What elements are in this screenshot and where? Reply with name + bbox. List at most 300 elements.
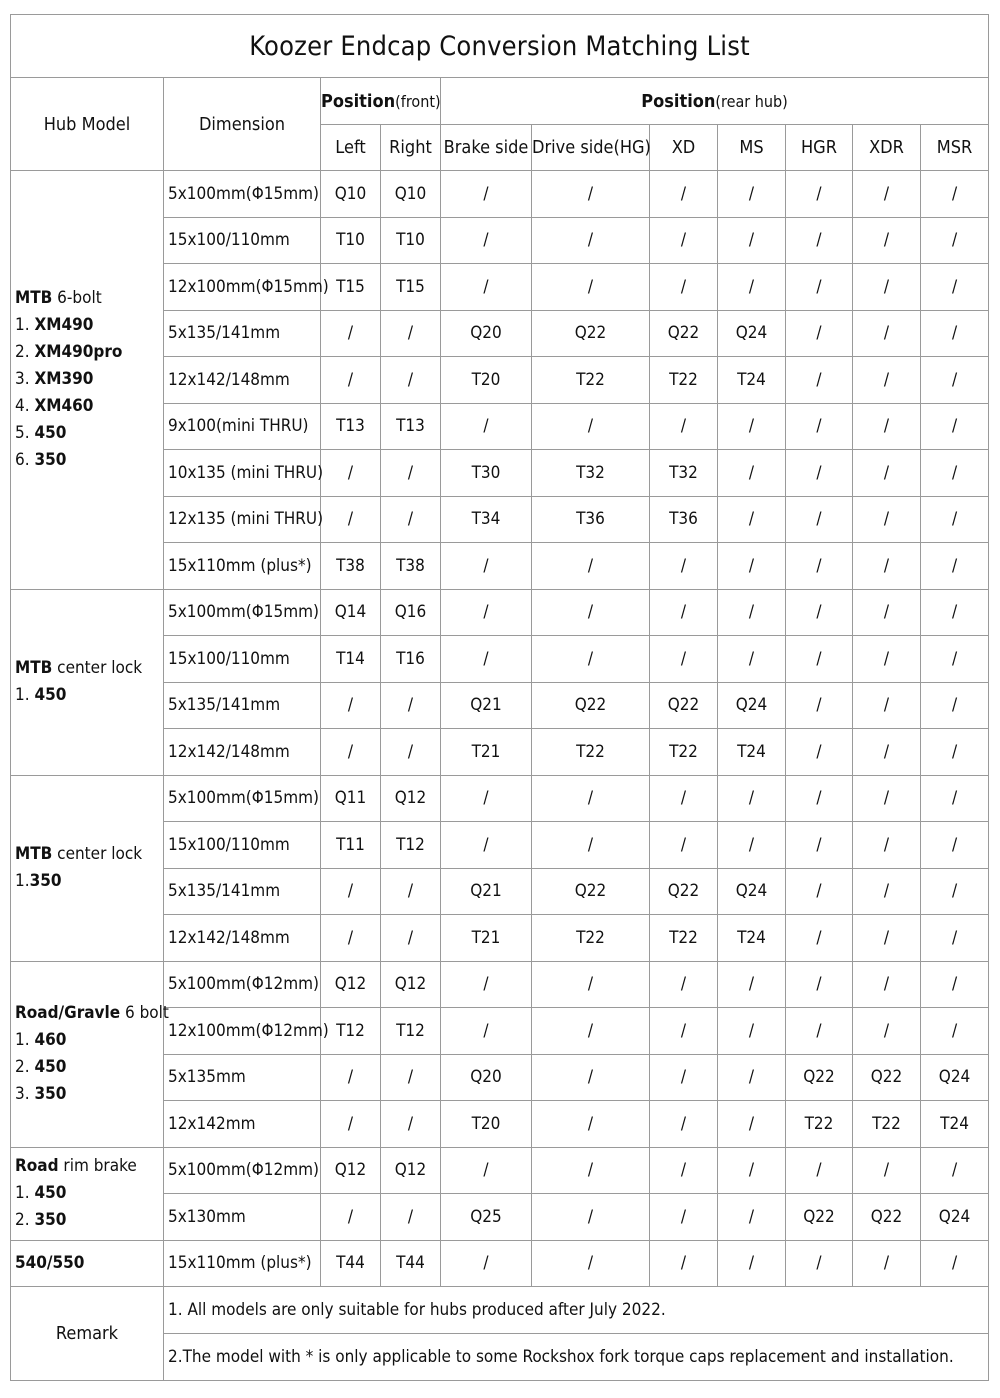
endcap-code-cell: T44 — [381, 1240, 441, 1287]
endcap-code-cell: Q22 — [532, 310, 650, 357]
dimension-cell: 5x135mm — [164, 1054, 321, 1101]
dimension-cell: 15x110mm (plus*) — [164, 1240, 321, 1287]
endcap-code-cell: T22 — [853, 1101, 921, 1148]
endcap-code-cell: / — [532, 543, 650, 590]
endcap-code-cell: / — [921, 729, 989, 776]
endcap-code-cell: / — [921, 171, 989, 218]
endcap-code-cell: / — [650, 1008, 718, 1055]
hub-model-item — [15, 1081, 163, 1108]
endcap-code-cell: / — [853, 264, 921, 311]
endcap-code-cell: Q24 — [921, 1054, 989, 1101]
endcap-code-cell: / — [718, 1008, 786, 1055]
hub-model-item-name: 450 — [34, 1057, 67, 1077]
remark-label: Remark — [11, 1287, 164, 1381]
hub-model-item-name: 450 — [34, 1183, 67, 1203]
endcap-code-cell: T22 — [650, 729, 718, 776]
endcap-code-cell: T14 — [321, 636, 381, 683]
hub-model-item-name: XM490 — [34, 315, 94, 336]
endcap-code-cell: T15 — [321, 264, 381, 311]
dimension-cell: 15x100/110mm — [164, 217, 321, 264]
endcap-code-cell: T12 — [381, 822, 441, 869]
hub-model-item-name: 350 — [34, 450, 67, 471]
hub-model-item — [15, 1027, 163, 1054]
endcap-code-cell: / — [786, 1147, 853, 1194]
hub-model-heading — [15, 1000, 169, 1027]
endcap-code-cell: / — [921, 589, 989, 636]
endcap-code-cell: T12 — [381, 1008, 441, 1055]
dimension-cell: 12x142/148mm — [164, 357, 321, 404]
endcap-code-cell: / — [786, 822, 853, 869]
column-header: Right — [381, 125, 441, 171]
endcap-code-cell: Q12 — [381, 1147, 441, 1194]
endcap-code-cell: Q12 — [321, 961, 381, 1008]
dimension-cell: 5x135/141mm — [164, 310, 321, 357]
hub-model-item — [15, 1180, 163, 1207]
endcap-code-cell: / — [321, 915, 381, 962]
endcap-code-cell: / — [321, 310, 381, 357]
hub-model-item-name: 450 — [34, 685, 67, 705]
endcap-code-cell: / — [532, 171, 650, 218]
column-header: Drive side(HG) — [532, 125, 650, 171]
endcap-code-cell: / — [786, 1008, 853, 1055]
endcap-code-cell: / — [650, 589, 718, 636]
hub-model-subtype: center lock — [52, 658, 143, 678]
endcap-code-cell: / — [921, 961, 989, 1008]
endcap-code-cell: T21 — [441, 915, 532, 962]
hub-model-item-number: 6. — [15, 450, 35, 471]
table-row — [11, 589, 989, 636]
endcap-code-cell: Q10 — [381, 171, 441, 218]
endcap-code-cell: / — [786, 217, 853, 264]
hub-model-type: MTB — [15, 844, 53, 864]
dimension-cell: 15x100/110mm — [164, 822, 321, 869]
endcap-code-cell: / — [532, 822, 650, 869]
endcap-code-cell: T12 — [321, 1008, 381, 1055]
endcap-code-cell: / — [786, 682, 853, 729]
endcap-code-cell: / — [532, 1147, 650, 1194]
endcap-code-cell: / — [650, 961, 718, 1008]
hub-model-item-name: XM490pro — [34, 342, 123, 363]
endcap-code-cell: Q22 — [786, 1194, 853, 1241]
hub-model-item-name: 460 — [34, 1030, 67, 1050]
endcap-code-cell: / — [321, 1054, 381, 1101]
hub-model-item — [15, 1207, 163, 1234]
endcap-code-cell: / — [853, 822, 921, 869]
hub-model-item-number: 1. — [15, 315, 35, 336]
hub-model-heading — [15, 841, 163, 868]
table-row — [11, 171, 989, 218]
endcap-code-cell: / — [650, 171, 718, 218]
table-title: Koozer Endcap Conversion Matching List — [11, 15, 989, 78]
endcap-code-cell: Q24 — [718, 868, 786, 915]
endcap-code-cell: / — [321, 450, 381, 497]
endcap-code-cell: / — [853, 589, 921, 636]
endcap-code-cell: / — [718, 1101, 786, 1148]
column-header: Left — [321, 125, 381, 171]
endcap-code-cell: / — [381, 357, 441, 404]
endcap-code-cell: / — [921, 450, 989, 497]
hub-model-item-number: 4. — [15, 396, 35, 417]
endcap-code-cell: / — [853, 1240, 921, 1287]
endcap-code-cell: Q12 — [381, 775, 441, 822]
endcap-code-cell: / — [718, 589, 786, 636]
endcap-code-cell: Q25 — [441, 1194, 532, 1241]
endcap-code-cell: / — [321, 1101, 381, 1148]
endcap-code-cell: Q10 — [321, 171, 381, 218]
endcap-code-cell: / — [532, 1101, 650, 1148]
endcap-code-cell: / — [853, 403, 921, 450]
endcap-code-cell: / — [853, 915, 921, 962]
endcap-code-cell: / — [532, 1240, 650, 1287]
endcap-code-cell: T10 — [381, 217, 441, 264]
hub-model-item-number: 1. — [15, 685, 35, 705]
endcap-code-cell: / — [650, 264, 718, 311]
endcap-code-cell: / — [853, 217, 921, 264]
dimension-cell: 12x142mm — [164, 1101, 321, 1148]
endcap-code-cell: / — [441, 171, 532, 218]
hub-model-type: 540/550 — [15, 1252, 85, 1273]
endcap-code-cell: Q16 — [381, 589, 441, 636]
endcap-code-cell: / — [786, 310, 853, 357]
endcap-code-cell: / — [381, 1054, 441, 1101]
endcap-code-cell: / — [853, 171, 921, 218]
endcap-code-cell: / — [853, 682, 921, 729]
endcap-code-cell: Q22 — [853, 1054, 921, 1101]
endcap-code-cell: / — [921, 217, 989, 264]
dimension-cell: 5x135/141mm — [164, 868, 321, 915]
hub-model-cell — [11, 171, 164, 590]
dimension-cell: 5x100mm(Φ12mm) — [164, 1147, 321, 1194]
endcap-code-cell: / — [650, 1194, 718, 1241]
endcap-code-cell: / — [718, 1194, 786, 1241]
endcap-code-cell: T22 — [532, 729, 650, 776]
hub-model-cell — [11, 1240, 164, 1287]
endcap-code-cell: Q24 — [718, 682, 786, 729]
header-position-rear — [441, 78, 989, 125]
endcap-code-cell: / — [650, 403, 718, 450]
endcap-code-cell: / — [441, 961, 532, 1008]
endcap-code-cell: / — [321, 682, 381, 729]
hub-model-subtype: rim brake — [58, 1156, 137, 1176]
hub-model-heading — [15, 1250, 163, 1277]
endcap-code-cell: / — [921, 868, 989, 915]
endcap-code-cell: / — [921, 915, 989, 962]
endcap-code-cell: T24 — [921, 1101, 989, 1148]
endcap-code-cell: T32 — [650, 450, 718, 497]
hub-model-item — [15, 339, 163, 366]
endcap-code-cell: / — [786, 636, 853, 683]
endcap-code-cell: T22 — [650, 357, 718, 404]
dimension-cell: 12x135 (mini THRU) — [164, 496, 321, 543]
endcap-code-cell: / — [853, 357, 921, 404]
hub-model-item — [15, 366, 163, 393]
endcap-code-cell: / — [718, 1147, 786, 1194]
endcap-code-cell: T38 — [321, 543, 381, 590]
hub-model-subtype: 6 bolt — [120, 1003, 169, 1023]
hub-model-item-number: 3. — [15, 1084, 35, 1104]
hub-model-item-name: 450 — [34, 423, 67, 444]
hub-model-item — [15, 682, 163, 709]
endcap-code-cell: / — [921, 822, 989, 869]
dimension-cell: 15x100/110mm — [164, 636, 321, 683]
hub-model-type: Road/Gravle — [15, 1003, 121, 1023]
endcap-code-cell: T20 — [441, 357, 532, 404]
column-header: MS — [718, 125, 786, 171]
endcap-code-cell: / — [786, 915, 853, 962]
endcap-code-cell: T21 — [441, 729, 532, 776]
endcap-code-cell: / — [321, 729, 381, 776]
hub-model-item — [15, 447, 163, 474]
endcap-code-cell: / — [532, 961, 650, 1008]
header-dimension: Dimension — [164, 78, 321, 171]
endcap-code-cell: / — [718, 1240, 786, 1287]
hub-model-item — [15, 393, 163, 420]
dimension-cell: 5x100mm(Φ15mm) — [164, 775, 321, 822]
dimension-cell: 12x100mm(Φ15mm) — [164, 264, 321, 311]
matching-table — [10, 14, 989, 1381]
endcap-code-cell: T22 — [786, 1101, 853, 1148]
endcap-code-cell: T32 — [532, 450, 650, 497]
endcap-code-cell: / — [441, 403, 532, 450]
column-header: XD — [650, 125, 718, 171]
endcap-code-cell: Q24 — [718, 310, 786, 357]
remark-line-2: 2.The model with * is only applicable to some Rockshox fork torque caps replacement and installation. — [164, 1334, 989, 1381]
endcap-code-cell: / — [441, 1240, 532, 1287]
endcap-code-cell: T16 — [381, 636, 441, 683]
position-front-sub: (front) — [395, 91, 441, 111]
endcap-code-cell: / — [718, 450, 786, 497]
endcap-code-cell: / — [650, 822, 718, 869]
endcap-code-cell: / — [532, 264, 650, 311]
header-hub-model: Hub Model — [11, 78, 164, 171]
hub-model-item-number: 2. — [15, 1210, 35, 1230]
hub-model-item — [15, 312, 163, 339]
matching-list-sheet — [10, 14, 988, 1382]
endcap-code-cell: T36 — [650, 496, 718, 543]
position-rear-label: Position — [641, 90, 716, 112]
endcap-code-cell: / — [853, 636, 921, 683]
endcap-code-cell: / — [441, 217, 532, 264]
endcap-code-cell: / — [921, 543, 989, 590]
endcap-code-cell: / — [381, 450, 441, 497]
endcap-code-cell: / — [718, 636, 786, 683]
position-rear-sub: (rear hub) — [715, 91, 788, 111]
dimension-cell: 12x142/148mm — [164, 729, 321, 776]
endcap-code-cell: / — [786, 868, 853, 915]
endcap-code-cell: Q11 — [321, 775, 381, 822]
endcap-code-cell: / — [532, 1194, 650, 1241]
endcap-code-cell: Q21 — [441, 868, 532, 915]
endcap-code-cell: / — [853, 775, 921, 822]
hub-model-item — [15, 1054, 163, 1081]
endcap-code-cell: / — [650, 636, 718, 683]
endcap-code-cell: / — [441, 1147, 532, 1194]
endcap-code-cell: / — [786, 357, 853, 404]
endcap-code-cell: / — [921, 775, 989, 822]
dimension-cell: 5x135/141mm — [164, 682, 321, 729]
dimension-cell: 15x110mm (plus*) — [164, 543, 321, 590]
endcap-code-cell: T30 — [441, 450, 532, 497]
endcap-code-cell: / — [921, 357, 989, 404]
endcap-code-cell: / — [441, 1008, 532, 1055]
endcap-code-cell: Q22 — [532, 868, 650, 915]
endcap-code-cell: / — [381, 868, 441, 915]
endcap-code-cell: / — [786, 961, 853, 1008]
hub-model-heading — [15, 1153, 163, 1180]
endcap-code-cell: / — [853, 543, 921, 590]
endcap-code-cell: / — [650, 217, 718, 264]
endcap-code-cell: / — [381, 682, 441, 729]
endcap-code-cell: / — [853, 450, 921, 497]
hub-model-item-name: 350 — [34, 1084, 67, 1104]
endcap-code-cell: / — [381, 915, 441, 962]
endcap-code-cell: / — [853, 1008, 921, 1055]
endcap-code-cell: / — [921, 1240, 989, 1287]
endcap-code-cell: / — [532, 217, 650, 264]
endcap-code-cell: / — [921, 403, 989, 450]
endcap-code-cell: / — [786, 729, 853, 776]
endcap-code-cell: T22 — [650, 915, 718, 962]
endcap-code-cell: / — [650, 1240, 718, 1287]
endcap-code-cell: T22 — [532, 357, 650, 404]
dimension-cell: 10x135 (mini THRU) — [164, 450, 321, 497]
endcap-code-cell: / — [532, 636, 650, 683]
dimension-cell: 5x100mm(Φ15mm) — [164, 171, 321, 218]
hub-model-cell — [11, 961, 169, 1147]
endcap-code-cell: / — [853, 1147, 921, 1194]
endcap-code-cell: T13 — [381, 403, 441, 450]
endcap-code-cell: / — [786, 589, 853, 636]
hub-model-item-name: 350 — [34, 1210, 67, 1230]
endcap-code-cell: / — [718, 217, 786, 264]
endcap-code-cell: / — [441, 822, 532, 869]
position-front-label: Position — [321, 90, 396, 112]
endcap-code-cell: T34 — [441, 496, 532, 543]
endcap-code-cell: / — [786, 171, 853, 218]
endcap-code-cell: / — [718, 543, 786, 590]
endcap-code-cell: / — [381, 729, 441, 776]
endcap-code-cell: / — [853, 496, 921, 543]
endcap-code-cell: / — [718, 171, 786, 218]
endcap-code-cell: / — [921, 264, 989, 311]
hub-model-item-name: XM390 — [34, 369, 94, 390]
hub-model-item — [15, 420, 163, 447]
endcap-code-cell: / — [441, 589, 532, 636]
hub-model-heading — [15, 655, 163, 682]
endcap-code-cell: Q20 — [441, 1054, 532, 1101]
endcap-code-cell: / — [381, 310, 441, 357]
hub-model-item-number: 3. — [15, 369, 35, 390]
dimension-cell: 9x100(mini THRU) — [164, 403, 321, 450]
endcap-code-cell: / — [441, 543, 532, 590]
endcap-code-cell: Q20 — [441, 310, 532, 357]
hub-model-type: Road — [15, 1156, 59, 1176]
hub-model-item-number: 1. — [15, 1030, 35, 1050]
hub-model-item-name: XM460 — [34, 396, 94, 417]
hub-model-item-number: 5. — [15, 423, 35, 444]
endcap-code-cell: / — [786, 403, 853, 450]
hub-model-subtype: center lock — [52, 844, 143, 864]
endcap-code-cell: / — [321, 868, 381, 915]
endcap-code-cell: / — [532, 403, 650, 450]
endcap-code-cell: T20 — [441, 1101, 532, 1148]
column-header: MSR — [921, 125, 989, 171]
hub-model-type: MTB — [15, 658, 53, 678]
dimension-cell: 5x130mm — [164, 1194, 321, 1241]
endcap-code-cell: Q22 — [650, 868, 718, 915]
hub-model-cell — [11, 589, 164, 775]
table-row — [11, 1240, 989, 1287]
endcap-code-cell: / — [718, 961, 786, 1008]
hub-model-heading — [15, 285, 163, 312]
endcap-code-cell: / — [853, 729, 921, 776]
endcap-code-cell: / — [650, 1147, 718, 1194]
endcap-code-cell: Q21 — [441, 682, 532, 729]
endcap-code-cell: / — [786, 543, 853, 590]
endcap-code-cell: / — [786, 496, 853, 543]
remark-line-1: 1. All models are only suitable for hubs produced after July 2022. — [164, 1287, 989, 1334]
table-row — [11, 1147, 989, 1194]
table-row — [11, 961, 989, 1008]
endcap-code-cell: / — [441, 636, 532, 683]
endcap-code-cell: / — [718, 403, 786, 450]
endcap-code-cell: / — [921, 636, 989, 683]
hub-model-item-number: 2. — [15, 1057, 35, 1077]
endcap-code-cell: Q22 — [532, 682, 650, 729]
endcap-code-cell: T24 — [718, 357, 786, 404]
endcap-code-cell: / — [650, 543, 718, 590]
endcap-code-cell: T38 — [381, 543, 441, 590]
endcap-code-cell: / — [381, 496, 441, 543]
endcap-code-cell: / — [650, 775, 718, 822]
endcap-code-cell: / — [921, 310, 989, 357]
endcap-code-cell: Q14 — [321, 589, 381, 636]
dimension-cell: 5x100mm(Φ15mm) — [164, 589, 321, 636]
hub-model-type: MTB — [15, 288, 53, 309]
endcap-code-cell: T11 — [321, 822, 381, 869]
endcap-code-cell: / — [441, 264, 532, 311]
endcap-code-cell: / — [921, 1147, 989, 1194]
header-position-front — [321, 78, 441, 125]
endcap-code-cell: T44 — [321, 1240, 381, 1287]
column-header: XDR — [853, 125, 921, 171]
endcap-code-cell: Q22 — [650, 310, 718, 357]
endcap-code-cell: / — [718, 822, 786, 869]
hub-model-item-number: 1. — [15, 871, 30, 891]
endcap-code-cell: / — [786, 1240, 853, 1287]
dimension-cell: 12x142/148mm — [164, 915, 321, 962]
endcap-code-cell: / — [381, 1194, 441, 1241]
endcap-code-cell: / — [718, 496, 786, 543]
endcap-code-cell: / — [786, 450, 853, 497]
endcap-code-cell: / — [853, 961, 921, 1008]
hub-model-item-name: 350 — [29, 871, 62, 891]
endcap-code-cell: / — [921, 496, 989, 543]
endcap-code-cell: Q22 — [786, 1054, 853, 1101]
endcap-code-cell: / — [441, 775, 532, 822]
endcap-code-cell: / — [718, 1054, 786, 1101]
hub-model-item-number: 2. — [15, 342, 35, 363]
endcap-code-cell: / — [532, 775, 650, 822]
endcap-code-cell: Q22 — [650, 682, 718, 729]
hub-model-cell — [11, 775, 164, 961]
endcap-code-cell: / — [532, 1008, 650, 1055]
endcap-code-cell: / — [853, 868, 921, 915]
endcap-code-cell: T24 — [718, 915, 786, 962]
hub-model-item-number: 1. — [15, 1183, 35, 1203]
endcap-code-cell: / — [650, 1054, 718, 1101]
endcap-code-cell: T22 — [532, 915, 650, 962]
